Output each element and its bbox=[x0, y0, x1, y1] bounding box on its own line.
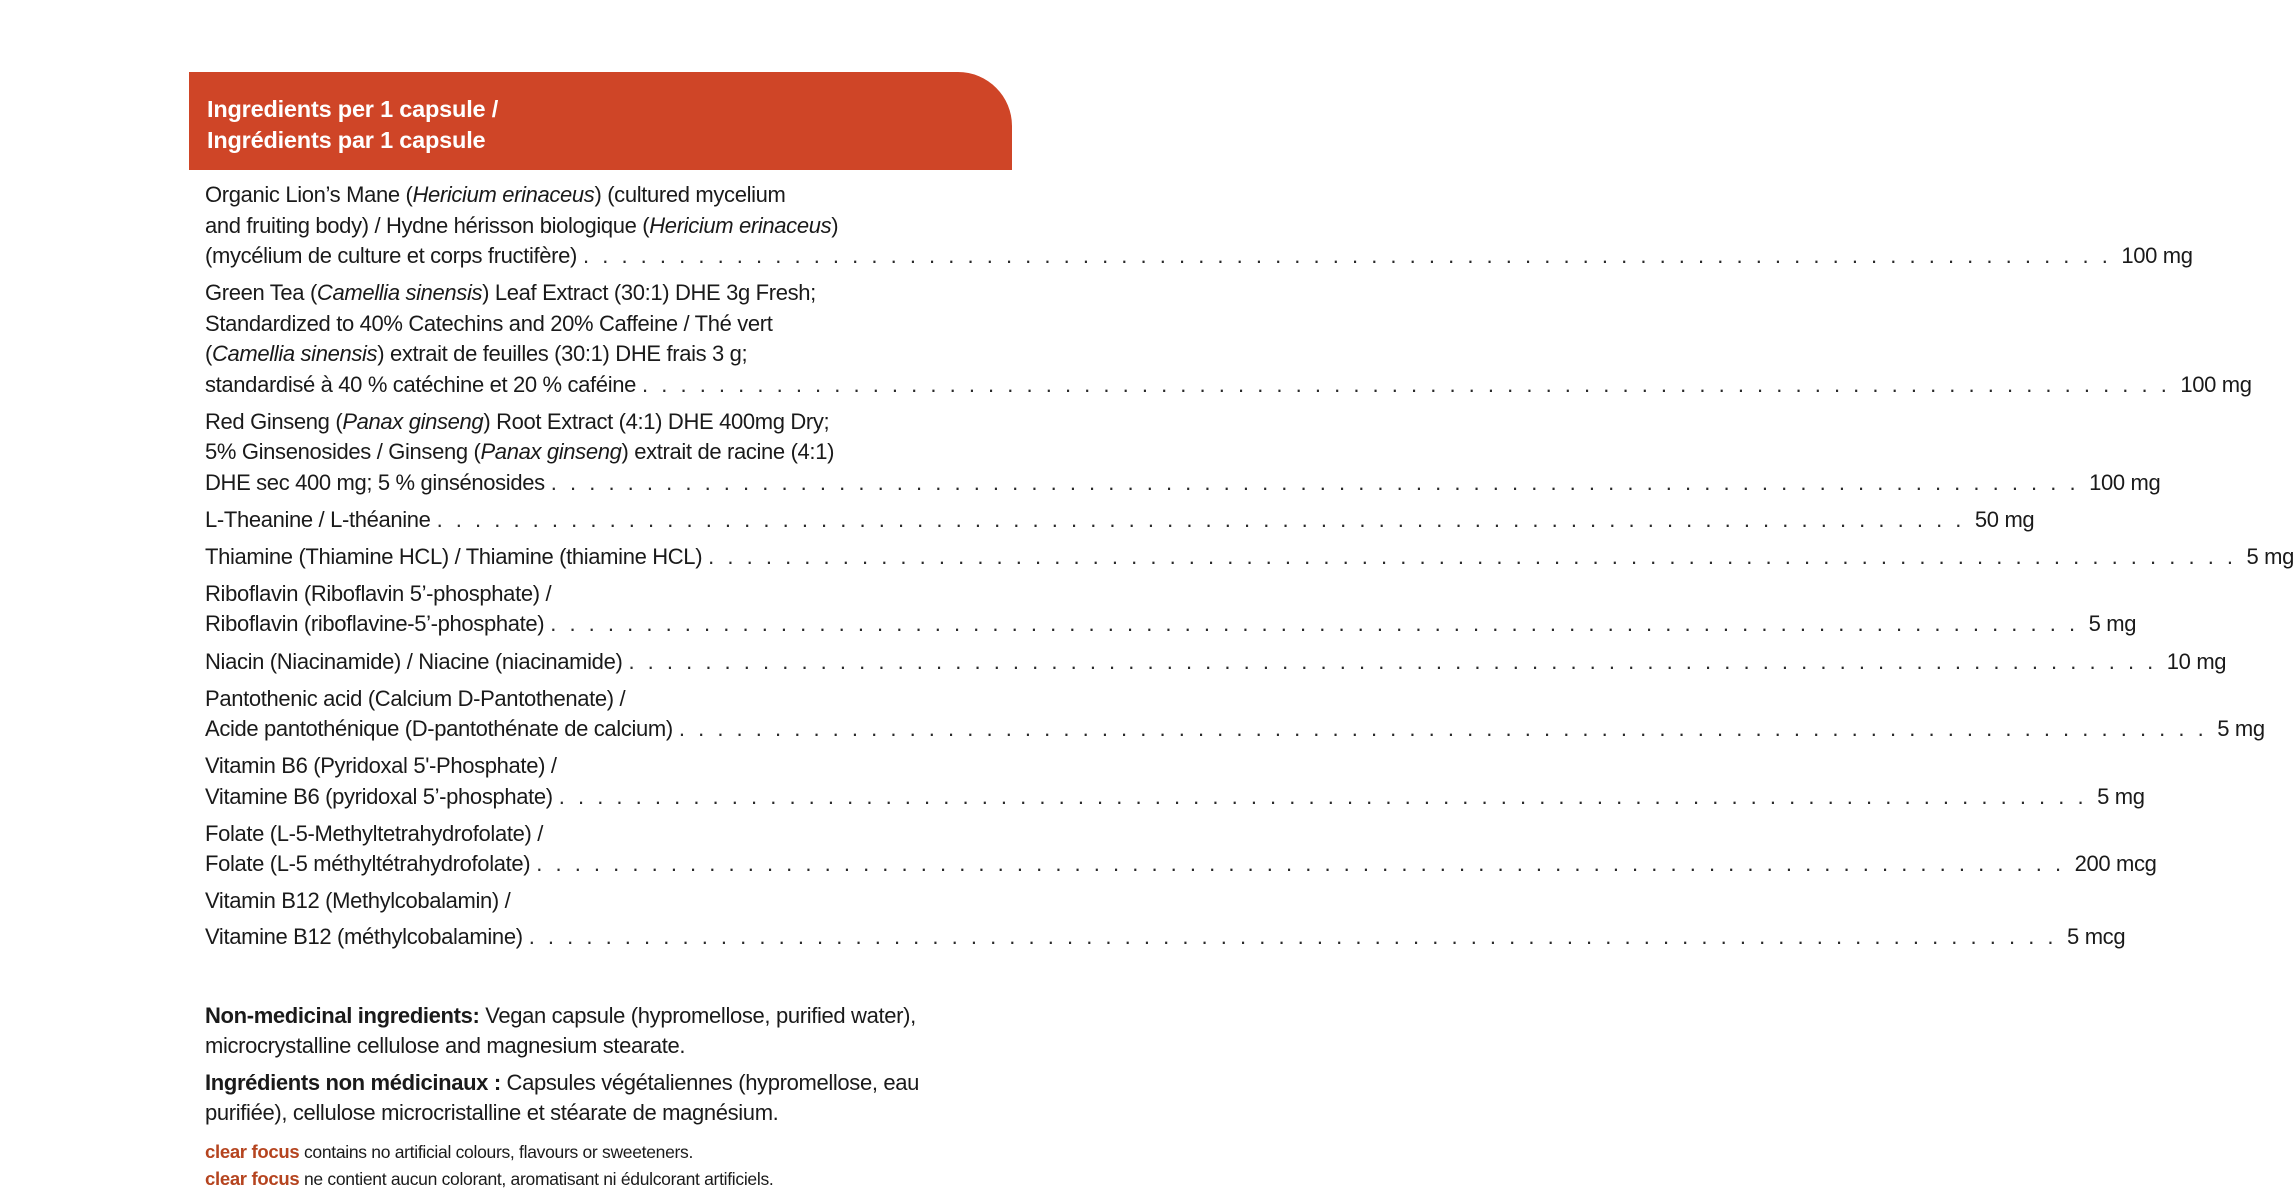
ingredient-text: Folate (L-5 méthyltétrahydrofolate) bbox=[205, 851, 531, 877]
ingredient-text: Green Tea ( bbox=[205, 280, 317, 306]
ingredient-text: 5% Ginsenosides / Ginseng ( bbox=[205, 439, 481, 465]
ingredient-amount-line bbox=[205, 647, 2227, 678]
ingredient-text: standardisé à 40 % catéchine et 20 % caféine bbox=[205, 371, 637, 397]
non-medicinal-en-text: Vegan capsule (hypromellose, purified water), microcrystalline cellulose and magnesium stearate. bbox=[205, 1003, 916, 1058]
non-medicinal-fr bbox=[205, 1068, 1005, 1127]
latin-name: Hericium erinaceus bbox=[412, 182, 595, 207]
ingredient-amount: 100 mg bbox=[2121, 243, 2193, 268]
ingredient-row bbox=[205, 819, 2157, 880]
ingredient-line bbox=[205, 751, 997, 782]
ingredient-row bbox=[205, 751, 2145, 812]
ingredient-text: Vitamin B6 (Pyridoxal 5'-Phosphate) / bbox=[205, 753, 557, 779]
ingredient-amount-line bbox=[205, 609, 2137, 640]
ingredient-line bbox=[205, 211, 997, 242]
ingredient-amount: 50 mg bbox=[1974, 506, 2035, 532]
ingredient-amount: 200 mcg bbox=[2074, 851, 2157, 877]
ingredients-panel bbox=[189, 72, 2294, 1189]
ingredient-amount-line bbox=[205, 468, 2161, 499]
non-medicinal-en-label: Non-medicinal ingredients: bbox=[205, 1003, 480, 1028]
ingredient-text: ( bbox=[205, 341, 212, 367]
ingredient-amount-line bbox=[205, 241, 2193, 272]
ingredient-row bbox=[205, 505, 2035, 536]
ingredient-text: Acide pantothénique (D-pantothénate de calcium) bbox=[205, 716, 673, 742]
non-medicinal-fr-label: Ingrédients non médicinaux : bbox=[205, 1070, 501, 1095]
non-medicinal-en bbox=[205, 1001, 1005, 1060]
ingredient-line bbox=[205, 886, 997, 917]
ingredient-text: (mycélium de culture et corps fructifère) bbox=[205, 243, 577, 268]
brand-name: clear focus bbox=[205, 1167, 300, 1189]
dot-leader: . . . . . . . . . . . . . . . . . . . . . . . . . . . . . . . . . . . . . . . . . . . . . . . . . . . . . . . . . . . . . . . . . . . . . . . . . . . . . . . . bbox=[536, 851, 2065, 877]
header-title-fr: Ingrédients par 1 capsule bbox=[207, 127, 486, 153]
ingredient-text: ) Root Extract (4:1) DHE 400mg Dry; bbox=[483, 408, 830, 434]
ingredient-line bbox=[205, 407, 997, 438]
ingredient-text: Folate (L-5-Methyltetrahydrofolate) / bbox=[205, 820, 543, 846]
brand-note-fr-text: ne contient aucun colorant, aromatisant ni édulcorant artificiels. bbox=[299, 1168, 774, 1189]
brand-note-en-text: contains no artificial colours, flavours or sweeteners. bbox=[299, 1142, 694, 1162]
ingredient-row bbox=[205, 684, 2265, 745]
latin-name: Panax ginseng bbox=[480, 439, 622, 465]
ingredient-amount-line bbox=[205, 370, 2252, 401]
ingredient-text: Niacin (Niacinamide) / Niacine (niacinamide) bbox=[205, 648, 623, 674]
ingredient-line bbox=[205, 684, 997, 715]
dot-leader: . . . . . . . . . . . . . . . . . . . . . . . . . . . . . . . . . . . . . . . . . . . . . . . . . . . . . . . . . . . . . . . . . . . . . . . . . . . . . . . . bbox=[642, 371, 2171, 397]
latin-name: Camellia sinensis bbox=[211, 341, 378, 367]
ingredient-text: and fruiting body) / Hydne hérisson biologique ( bbox=[205, 212, 650, 238]
non-medicinal-fr-text: Capsules végétaliennes (hypromellose, eau purifiée), cellulose microcristalline et stéarate de magnésium. bbox=[205, 1070, 920, 1125]
ingredient-text: ) Leaf Extract (30:1) DHE 3g Fresh; bbox=[482, 280, 816, 306]
ingredient-row bbox=[205, 278, 2252, 400]
ingredient-text: Organic Lion’s Mane ( bbox=[205, 182, 413, 207]
ingredient-text: DHE sec 400 mg; 5 % ginsénosides bbox=[205, 469, 545, 495]
brand-note-fr bbox=[205, 1166, 1005, 1193]
ingredient-amount: 5 mg bbox=[2097, 783, 2145, 809]
ingredient-amount-line bbox=[205, 542, 2294, 573]
ingredient-line bbox=[205, 579, 997, 610]
ingredient-amount: 100 mg bbox=[2089, 469, 2161, 495]
latin-name: Panax ginseng bbox=[342, 408, 484, 434]
latin-name: Hericium erinaceus bbox=[649, 212, 832, 238]
ingredient-row bbox=[205, 886, 2126, 952]
ingredient-text: L-Theanine / L-théanine bbox=[205, 506, 431, 532]
dot-leader: . . . . . . . . . . . . . . . . . . . . . . . . . . . . . . . . . . . . . . . . . . . . . . . . . . . . . . . . . . . . . . . . . . . . . . . . . . . . . . . . bbox=[678, 716, 2208, 742]
ingredient-amount-line bbox=[205, 714, 2265, 745]
non-medicinal-section bbox=[205, 1001, 1005, 1135]
ingredient-text: Vitamine B12 (méthylcobalamine) bbox=[205, 923, 523, 949]
dot-leader: . . . . . . . . . . . . . . . . . . . . . . . . . . . . . . . . . . . . . . . . . . . . . . . . . . . . . . . . . . . . . . . . . . . . . . . . . . . . . . . . bbox=[583, 243, 2112, 268]
ingredient-text: Vitamin B12 (Methylcobalamin) / bbox=[205, 888, 511, 914]
ingredients-header bbox=[189, 72, 1012, 170]
latin-name: Camellia sinensis bbox=[316, 280, 483, 306]
ingredient-amount-line bbox=[205, 922, 2126, 953]
ingredient-row bbox=[205, 542, 2294, 573]
ingredient-line bbox=[205, 278, 997, 309]
ingredient-amount: 5 mg bbox=[2088, 611, 2137, 637]
brand-notes bbox=[205, 1139, 1005, 1192]
ingredient-line bbox=[205, 437, 997, 468]
ingredient-text: ) extrait de feuilles (30:1) DHE frais 3 g; bbox=[377, 341, 748, 367]
dot-leader: . . . . . . . . . . . . . . . . . . . . . . . . . . . . . . . . . . . . . . . . . . . . . . . . . . . . . . . . . . . . . . . . . . . . . . . . . . . . . . . . bbox=[558, 783, 2088, 809]
dot-leader: . . . . . . . . . . . . . . . . . . . . . . . . . . . . . . . . . . . . . . . . . . . . . . . . . . . . . . . . . . . . . . . . . . . . . . . . . . . . . . . . bbox=[708, 543, 2237, 569]
ingredient-amount: 100 mg bbox=[2180, 371, 2252, 397]
ingredient-text: Thiamine (Thiamine HCL) / Thiamine (thiamine HCL) bbox=[205, 543, 703, 569]
ingredient-text: Riboflavin (riboflavine-5’-phosphate) bbox=[205, 611, 545, 637]
dot-leader: . . . . . . . . . . . . . . . . . . . . . . . . . . . . . . . . . . . . . . . . . . . . . . . . . . . . . . . . . . . . . . . . . . . . . . . . . . . . . . . . bbox=[550, 611, 2079, 637]
ingredient-row bbox=[205, 407, 2161, 499]
ingredient-line bbox=[205, 819, 997, 850]
ingredient-amount-line bbox=[205, 849, 2157, 880]
ingredient-amount: 5 mcg bbox=[2067, 923, 2126, 949]
dot-leader: . . . . . . . . . . . . . . . . . . . . . . . . . . . . . . . . . . . . . . . . . . . . . . . . . . . . . . . . . . . . . . . . . . . . . . . . . . . . . . . . bbox=[436, 506, 1965, 532]
brand-note-en bbox=[205, 1139, 1005, 1166]
ingredient-row bbox=[205, 579, 2137, 640]
ingredient-row bbox=[205, 180, 2193, 272]
ingredient-amount: 10 mg bbox=[2166, 648, 2227, 674]
ingredient-amount: 5 mg bbox=[2217, 716, 2265, 742]
dot-leader: . . . . . . . . . . . . . . . . . . . . . . . . . . . . . . . . . . . . . . . . . . . . . . . . . . . . . . . . . . . . . . . . . . . . . . . . . . . . . . . . bbox=[628, 648, 2157, 674]
ingredient-text: Red Ginseng ( bbox=[205, 408, 343, 434]
dot-leader: . . . . . . . . . . . . . . . . . . . . . . . . . . . . . . . . . . . . . . . . . . . . . . . . . . . . . . . . . . . . . . . . . . . . . . . . . . . . . . . . bbox=[528, 923, 2058, 949]
ingredient-text: Riboflavin (Riboflavin 5’-phosphate) / bbox=[205, 580, 552, 606]
ingredient-text: Standardized to 40% Catechins and 20% Caffeine / Thé vert bbox=[205, 310, 773, 336]
ingredient-text: Pantothenic acid (Calcium D-Pantothenate) / bbox=[205, 685, 626, 711]
ingredient-line bbox=[205, 180, 997, 211]
ingredient-line bbox=[205, 339, 997, 370]
ingredient-text: Vitamine B6 (pyridoxal 5’-phosphate) bbox=[205, 783, 553, 809]
ingredient-row bbox=[205, 647, 2227, 678]
dot-leader: . . . . . . . . . . . . . . . . . . . . . . . . . . . . . . . . . . . . . . . . . . . . . . . . . . . . . . . . . . . . . . . . . . . . . . . . . . . . . . . . bbox=[550, 469, 2080, 495]
header-title-en: Ingredients per 1 capsule / bbox=[207, 96, 499, 122]
ingredient-amount-line bbox=[205, 782, 2145, 813]
brand-name: clear focus bbox=[205, 1141, 300, 1162]
ingredient-amount-line bbox=[205, 505, 2035, 536]
ingredient-text: ) bbox=[831, 212, 839, 238]
ingredient-text: ) (cultured mycelium bbox=[594, 182, 786, 207]
ingredient-line bbox=[205, 309, 997, 340]
ingredient-text: ) extrait de racine (4:1) bbox=[621, 439, 835, 465]
ingredient-list bbox=[205, 180, 2294, 952]
ingredient-amount: 5 mg bbox=[2246, 543, 2294, 569]
